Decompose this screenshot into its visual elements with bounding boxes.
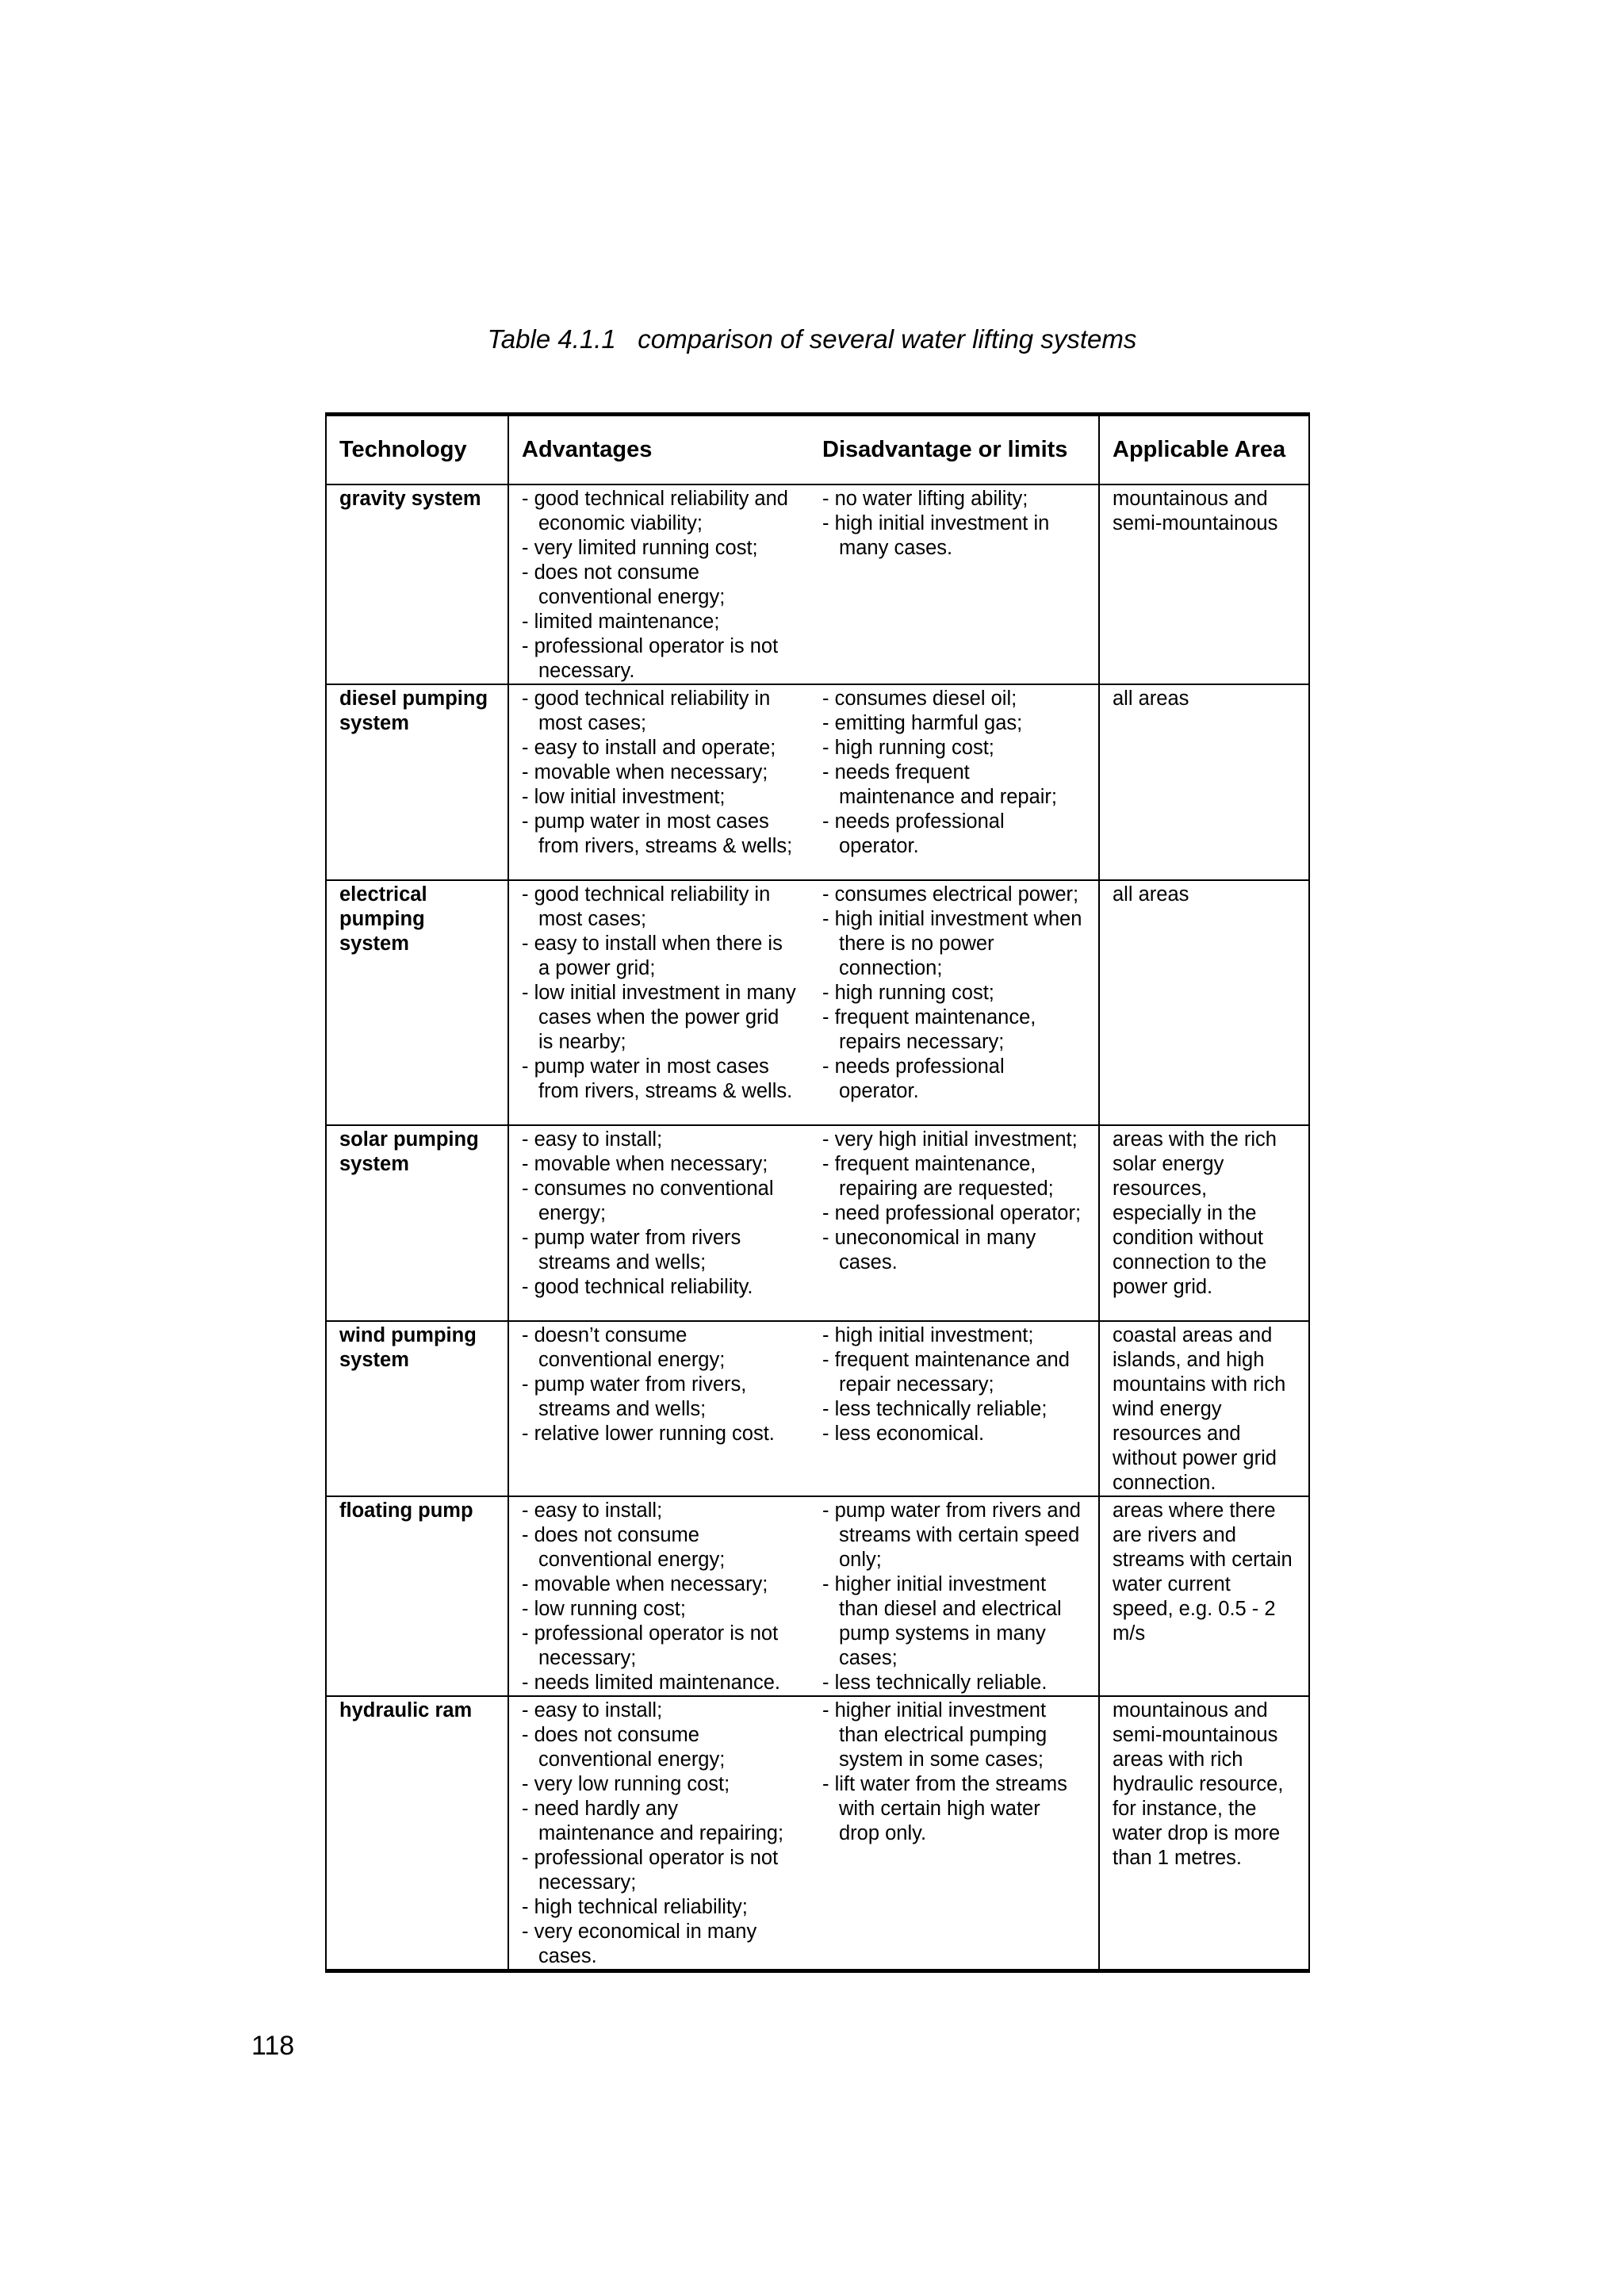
water-lifting-comparison-table — [325, 412, 1310, 1973]
advantage-item: - easy to install; — [522, 1499, 663, 1522]
disadvantage-item: - consumes electrical power; — [822, 883, 1079, 906]
disadvantages-cell — [810, 1696, 1099, 1971]
applicable-area-cell — [1099, 1696, 1309, 1971]
disadvantage-item: - needs professional operator. — [822, 1055, 1005, 1102]
disadvantages-cell — [810, 1125, 1099, 1321]
disadvantage-item: - consumes diesel oil; — [822, 687, 1017, 710]
advantage-item: - doesn’t consume conventional energy; — [522, 1324, 726, 1371]
advantage-item: - very low running cost; — [522, 1773, 730, 1795]
advantage-item: - pump water in most cases from rivers, streams & wells; — [522, 810, 793, 857]
advantage-item: - low running cost; — [522, 1598, 686, 1620]
advantage-item: - good technical reliability in most cases; — [522, 687, 771, 734]
advantage-item: - good technical reliability and economic viability; — [522, 488, 788, 534]
disadvantage-item: - high initial investment; — [822, 1324, 1034, 1346]
header-technology: Technology — [326, 415, 508, 485]
advantage-item: - easy to install; — [522, 1128, 663, 1151]
advantages-cell — [508, 484, 810, 684]
advantage-item: - low initial investment in many cases when the power grid is nearby; — [522, 982, 796, 1053]
advantage-item: - does not consume conventional energy; — [522, 1524, 726, 1571]
disadvantage-item: - higher initial investment than electrical pumping system in some cases; — [822, 1699, 1048, 1771]
applicable-area-text: mountainous and semi-mountainous — [1113, 488, 1278, 534]
applicable-area-text: areas with the rich solar energy resources, especially in the condition without connection to the power grid. — [1113, 1128, 1277, 1298]
header-disadvantages: Disadvantage or limits — [810, 415, 1099, 485]
advantage-item: - does not consume conventional energy; — [522, 1724, 726, 1771]
disadvantage-item: - less technically reliable. — [822, 1672, 1048, 1694]
advantage-item: - good technical reliability. — [522, 1276, 753, 1298]
disadvantage-item: - high running cost; — [822, 982, 994, 1004]
disadvantage-item: - need professional operator; — [822, 1202, 1082, 1224]
applicable-area-cell — [1099, 880, 1309, 1125]
page-number: 118 — [251, 2031, 295, 2061]
advantage-item: - professional operator is not necessary. — [522, 635, 779, 682]
disadvantage-item: - needs professional operator. — [822, 810, 1005, 857]
applicable-area-text: all areas — [1113, 883, 1189, 906]
applicable-area-cell — [1099, 684, 1309, 880]
technology-cell: electrical pumping system — [326, 880, 508, 1125]
disadvantages-cell — [810, 1496, 1099, 1696]
applicable-area-cell — [1099, 1125, 1309, 1321]
advantages-cell — [508, 1496, 810, 1696]
table-row — [326, 880, 1309, 1125]
advantage-item: - relative lower running cost. — [522, 1423, 775, 1445]
disadvantage-item: - emitting harmful gas; — [822, 712, 1023, 734]
technology-cell: solar pumping system — [326, 1125, 508, 1321]
advantage-item: - easy to install; — [522, 1699, 663, 1721]
disadvantage-item: - high initial investment in many cases. — [822, 512, 1050, 559]
technology-cell: hydraulic ram — [326, 1696, 508, 1971]
applicable-area-text: mountainous and semi-mountainous areas with rich hydraulic resource, for instance, the water drop is more than 1 metres. — [1113, 1699, 1284, 1869]
disadvantage-item: - frequent maintenance, repairing are requested; — [822, 1153, 1054, 1200]
advantage-item: - very limited running cost; — [522, 537, 758, 559]
disadvantages-cell — [810, 684, 1099, 880]
advantage-item: - does not consume conventional energy; — [522, 561, 726, 608]
header-advantages: Advantages — [508, 415, 810, 485]
advantage-item: - pump water from rivers, streams and wells; — [522, 1373, 747, 1420]
advantage-item: - professional operator is not necessary; — [522, 1622, 779, 1669]
advantage-item: - very economical in many cases. — [522, 1921, 757, 1967]
disadvantage-item: - less economical. — [822, 1423, 985, 1445]
applicable-area-text: all areas — [1113, 687, 1189, 710]
disadvantage-item: - less technically reliable; — [822, 1398, 1048, 1420]
disadvantage-item: - uneconomical in many cases. — [822, 1227, 1036, 1273]
advantages-cell — [508, 1696, 810, 1971]
disadvantage-item: - higher initial investment than diesel and electrical pump systems in many cases; — [822, 1573, 1062, 1669]
disadvantages-cell — [810, 880, 1099, 1125]
advantage-item: - consumes no conventional energy; — [522, 1178, 774, 1224]
advantages-cell — [508, 684, 810, 880]
table-row — [326, 684, 1309, 880]
disadvantage-item: - high initial investment when there is no power connection; — [822, 908, 1082, 979]
advantage-item: - high technical reliability; — [522, 1896, 748, 1918]
advantage-item: - need hardly any maintenance and repairing; — [522, 1798, 784, 1844]
disadvantage-item: - lift water from the streams with certain high water drop only. — [822, 1773, 1067, 1844]
disadvantage-item: - high running cost; — [822, 737, 994, 759]
advantage-item: - good technical reliability in most cases; — [522, 883, 771, 930]
advantage-item: - low initial investment; — [522, 786, 726, 808]
applicable-area-cell — [1099, 1496, 1309, 1696]
advantages-cell — [508, 880, 810, 1125]
header-applicable-area: Applicable Area — [1099, 415, 1309, 485]
disadvantage-item: - no water lifting ability; — [822, 488, 1028, 510]
applicable-area-cell — [1099, 1321, 1309, 1496]
disadvantage-item: - frequent maintenance, repairs necessary; — [822, 1006, 1036, 1053]
disadvantage-item: - needs frequent maintenance and repair; — [822, 761, 1058, 808]
applicable-area-cell — [1099, 484, 1309, 684]
disadvantage-item: - very high initial investment; — [822, 1128, 1078, 1151]
technology-cell: diesel pumping system — [326, 684, 508, 880]
table-row — [326, 1125, 1309, 1321]
advantages-cell — [508, 1321, 810, 1496]
advantage-item: - easy to install and operate; — [522, 737, 776, 759]
advantage-item: - movable when necessary; — [522, 761, 768, 783]
applicable-area-text: areas where there are rivers and streams with certain water current speed, e.g. 0.5 - 2 m/s — [1113, 1499, 1293, 1645]
disadvantage-item: - frequent maintenance and repair necessary; — [822, 1349, 1070, 1396]
disadvantages-cell — [810, 484, 1099, 684]
advantage-item: - professional operator is not necessary; — [522, 1847, 779, 1894]
advantage-item: - pump water from rivers streams and wells; — [522, 1227, 741, 1273]
technology-cell: gravity system — [326, 484, 508, 684]
applicable-area-text: coastal areas and islands, and high mountains with rich wind energy resources and without power grid connection. — [1113, 1324, 1286, 1494]
disadvantage-item: - pump water from rivers and streams with certain speed only; — [822, 1499, 1081, 1571]
advantage-item: - movable when necessary; — [522, 1153, 768, 1175]
advantage-item: - movable when necessary; — [522, 1573, 768, 1595]
table-row — [326, 1321, 1309, 1496]
advantage-item: - pump water in most cases from rivers, streams & wells. — [522, 1055, 793, 1102]
technology-cell: wind pumping system — [326, 1321, 508, 1496]
disadvantages-cell — [810, 1321, 1099, 1496]
table-row — [326, 1696, 1309, 1971]
table-row — [326, 1496, 1309, 1696]
advantage-item: - easy to install when there is a power grid; — [522, 933, 783, 979]
table-body — [326, 484, 1309, 1971]
table-row — [326, 484, 1309, 684]
table-caption: Table 4.1.1 comparison of several water lifting systems — [487, 324, 1137, 354]
advantage-item: - needs limited maintenance. — [522, 1672, 781, 1694]
technology-cell: floating pump — [326, 1496, 508, 1696]
advantage-item: - limited maintenance; — [522, 611, 720, 633]
table-header-row — [326, 415, 1309, 485]
advantages-cell — [508, 1125, 810, 1321]
